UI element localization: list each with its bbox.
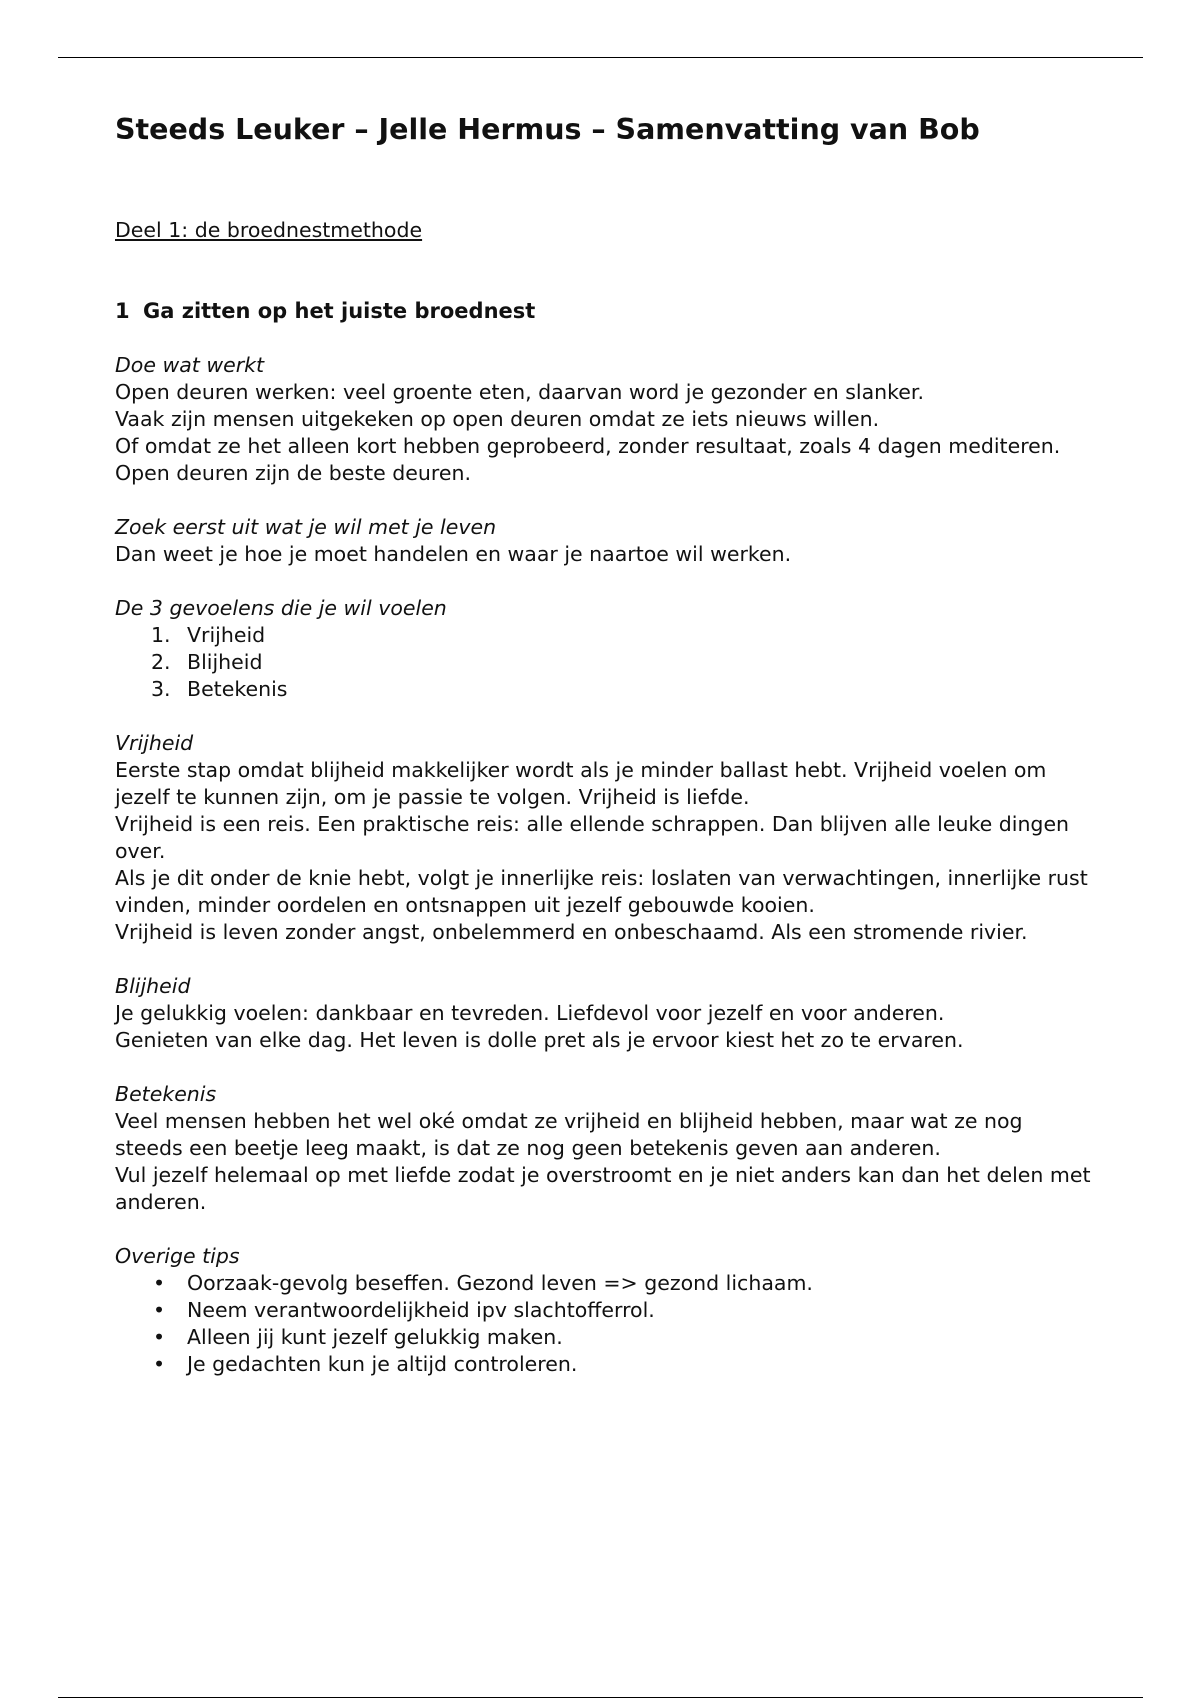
list-item-text: Vrijheid — [187, 623, 266, 647]
paragraph-line: Veel mensen hebben het wel oké omdat ze vrijheid en blijheid hebben, maar wat ze nog steeds een beetje leeg maakt, is dat ze nog geen betekenis geven aan anderen. — [115, 1109, 1023, 1160]
section-title: Vrijheid — [115, 731, 194, 755]
paragraph-line: Vrijheid is leven zonder angst, onbelemmerd en onbeschaamd. Als een stromende rivier. — [115, 920, 1028, 944]
paragraph-line: Genieten van elke dag. Het leven is dolle pret als je ervoor kiest het zo te ervaren. — [115, 1028, 964, 1052]
paragraph-line: Dan weet je hoe je moet handelen en waar je naartoe wil werken. — [115, 542, 792, 566]
chapter-title: Ga zitten op het juiste broednest — [143, 299, 536, 323]
section-title: De 3 gevoelens die je wil voelen — [115, 596, 447, 620]
paragraph-line: Open deuren werken: veel groente eten, daarvan word je gezonder en slanker. — [115, 380, 924, 404]
bullet-list — [115, 1270, 1095, 1378]
list-number: 1. — [151, 623, 171, 647]
document-title: Steeds Leuker – Jelle Hermus – Samenvatting van Bob — [115, 113, 980, 146]
bullet-icon: • — [153, 1325, 166, 1349]
section-blijheid — [115, 973, 1095, 1054]
chapter-heading — [115, 298, 1095, 325]
bullet-icon: • — [153, 1298, 166, 1322]
numbered-list-item — [115, 676, 1095, 703]
list-item-text: Neem verantwoordelijkheid ipv slachtofferrol. — [187, 1298, 655, 1322]
list-item-text: Betekenis — [187, 677, 288, 701]
numbered-list-item — [115, 649, 1095, 676]
list-item-text: Blijheid — [187, 650, 263, 674]
section-title: Overige tips — [115, 1244, 240, 1268]
bullet-icon: • — [153, 1271, 166, 1295]
bullet-list-item — [115, 1324, 1095, 1351]
list-number: 3. — [151, 677, 171, 701]
list-item-text: Oorzaak-gevolg beseffen. Gezond leven => gezond lichaam. — [187, 1271, 813, 1295]
list-number: 2. — [151, 650, 171, 674]
paragraph-line: Open deuren zijn de beste deuren. — [115, 461, 471, 485]
section-title: Doe wat werkt — [115, 353, 265, 377]
section-vrijheid — [115, 730, 1095, 946]
section-overige-tips — [115, 1243, 1095, 1378]
numbered-list-item — [115, 622, 1095, 649]
page-bottom-rule — [58, 1697, 1143, 1698]
paragraph-line: Je gelukkig voelen: dankbaar en tevreden. Liefdevol voor jezelf en voor anderen. — [115, 1001, 945, 1025]
bullet-list-item — [115, 1297, 1095, 1324]
section-zoek-eerst-uit — [115, 514, 1095, 568]
paragraph-line: Vaak zijn mensen uitgekeken op open deuren omdat ze iets nieuws willen. — [115, 407, 880, 431]
part-heading: Deel 1: de broednestmethode — [115, 218, 423, 242]
section-title: Zoek eerst uit wat je wil met je leven — [115, 515, 497, 539]
section-title: Betekenis — [115, 1082, 217, 1106]
chapter-number: 1 — [115, 299, 130, 323]
document-body — [115, 110, 1095, 1378]
bullet-list-item — [115, 1270, 1095, 1297]
paragraph-line: Of omdat ze het alleen kort hebben geprobeerd, zonder resultaat, zoals 4 dagen mediteren. — [115, 434, 1061, 458]
bullet-list-item — [115, 1351, 1095, 1378]
section-doe-wat-werkt — [115, 352, 1095, 487]
paragraph-line: Als je dit onder de knie hebt, volgt je innerlijke reis: loslaten van verwachtingen, innerlijke rust vinden, minder oordelen en ontsnappen uit jezelf gebouwde kooien. — [115, 866, 1088, 917]
section-title: Blijheid — [115, 974, 191, 998]
bullet-icon: • — [153, 1352, 166, 1376]
page-top-rule — [58, 57, 1143, 58]
paragraph-line: Eerste stap omdat blijheid makkelijker wordt als je minder ballast hebt. Vrijheid voelen om jezelf te kunnen zijn, om je passie te volgen. Vrijheid is liefde. — [115, 758, 1047, 809]
numbered-list — [115, 622, 1095, 703]
list-item-text: Je gedachten kun je altijd controleren. — [187, 1352, 578, 1376]
section-drie-gevoelens — [115, 595, 1095, 703]
section-betekenis — [115, 1081, 1095, 1216]
list-item-text: Alleen jij kunt jezelf gelukkig maken. — [187, 1325, 563, 1349]
paragraph-line: Vrijheid is een reis. Een praktische reis: alle ellende schrappen. Dan blijven alle leuke dingen over. — [115, 812, 1070, 863]
paragraph-line: Vul jezelf helemaal op met liefde zodat je overstroomt en je niet anders kan dan het delen met anderen. — [115, 1163, 1091, 1214]
